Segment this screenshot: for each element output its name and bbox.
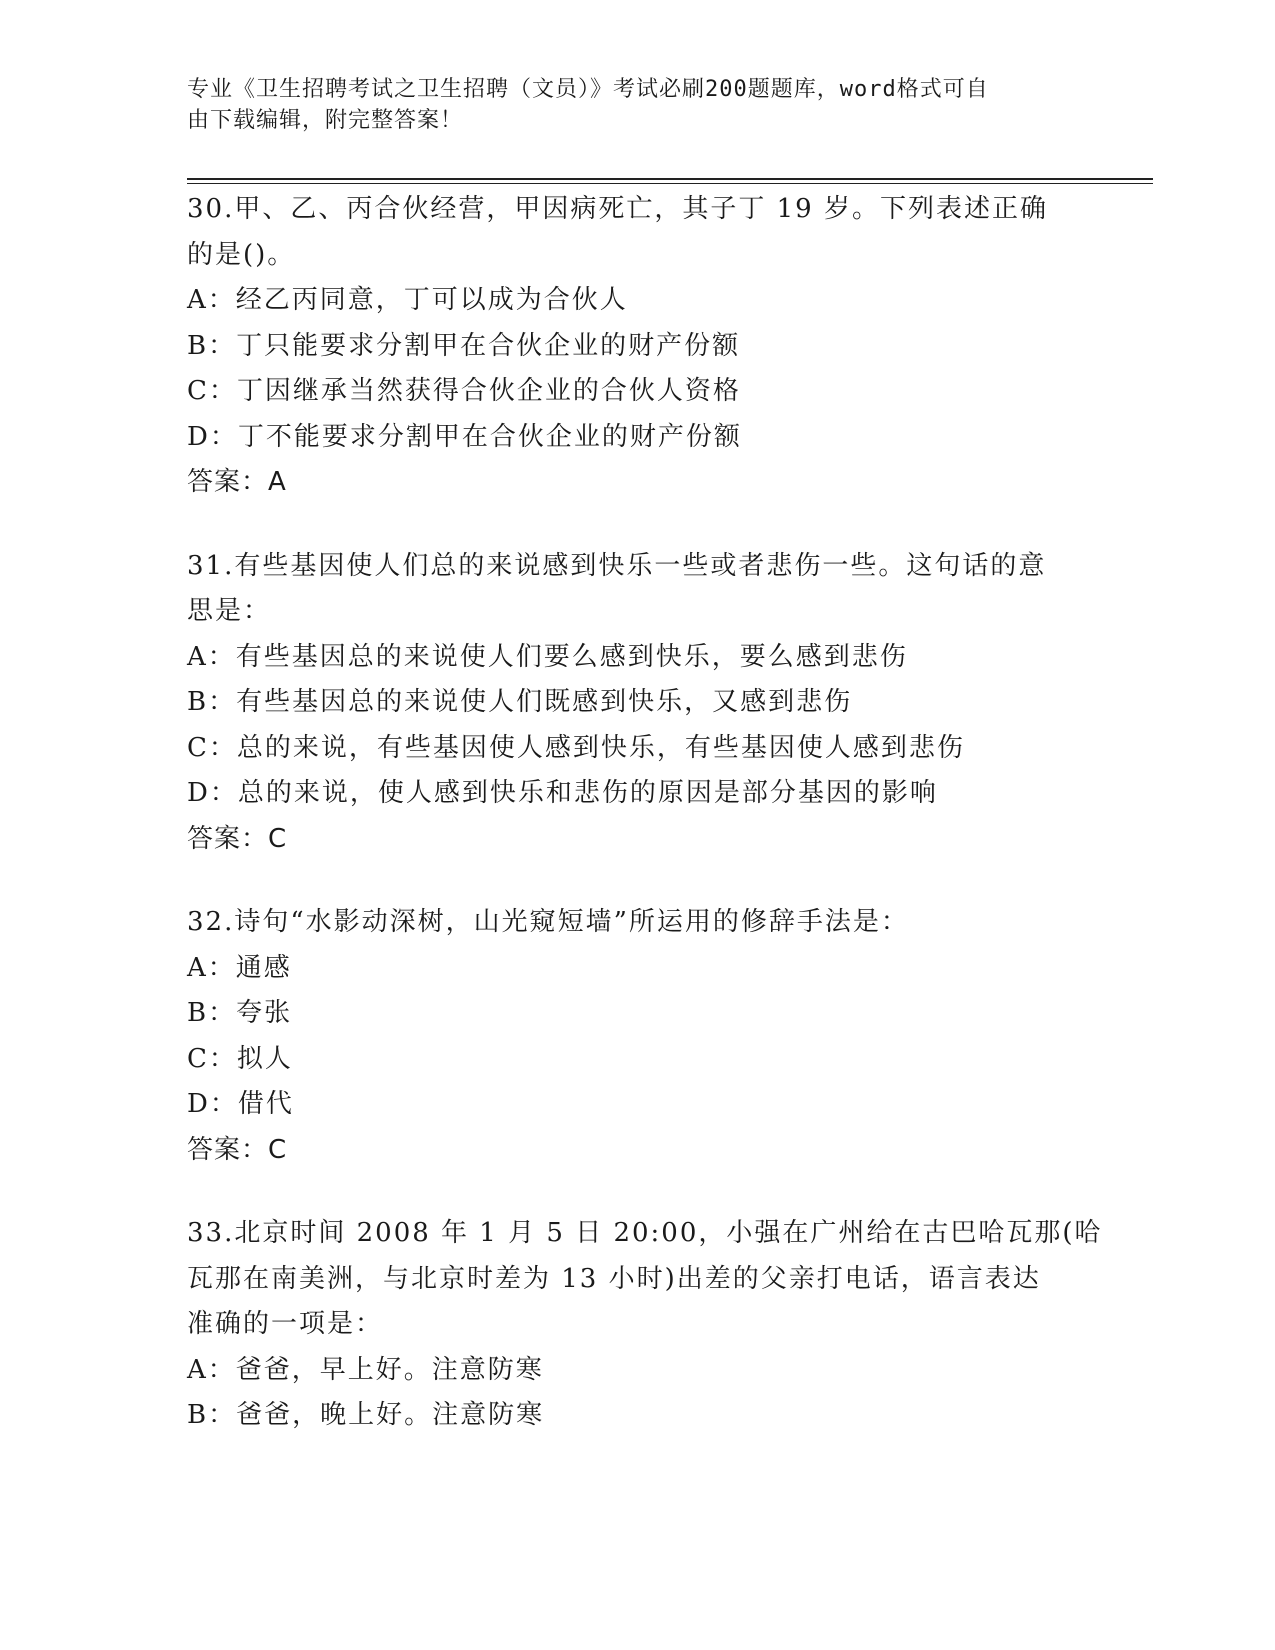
question-31 (187, 544, 1087, 863)
question-stem-line: 思是： (187, 596, 272, 626)
question-stem-line: 准确的一项是： (187, 1309, 384, 1339)
answer-label: 答案：A (187, 467, 287, 497)
header-line-2: 由下载编辑，附完整答案！ (187, 108, 464, 133)
option-a: A：爸爸，早上好。注意防寒 (187, 1354, 544, 1385)
option-c: C：拟人 (187, 1043, 293, 1074)
question-stem-line: 31.有些基因使人们总的来说感到快乐一些或者悲伤一些。这句话的意 (187, 550, 1047, 581)
question-stem-line: 瓦那在南美洲，与北京时差为 13 小时)出差的父亲打电话，语言表达 (187, 1263, 1041, 1294)
question-stem-line: 32.诗句“水影动深树，山光窥短墙”所运用的修辞手法是： (187, 907, 909, 937)
question-32 (187, 900, 1087, 1173)
option-b: B：爸爸，晚上好。注意防寒 (187, 1400, 545, 1430)
answer-label: 答案：C (187, 1134, 288, 1165)
answer-label: 答案：C (187, 823, 288, 854)
header-divider-thin (187, 183, 1153, 184)
question-stem-line: 30.甲、乙、丙合伙经营，甲因病死亡，其子丁 19 岁。下列表述正确 (187, 194, 1048, 224)
option-a: A：通感 (187, 952, 292, 983)
option-a: A：有些基因总的来说使人们要么感到快乐，要么感到悲伤 (187, 641, 908, 672)
option-c: C：丁因继承当然获得合伙企业的合伙人资格 (187, 376, 741, 406)
header-line-1: 专业《卫生招聘考试之卫生招聘（文员）》考试必刷200题题库，word格式可自 (187, 77, 989, 102)
option-b: B：有些基因总的来说使人们既感到快乐，又感到悲伤 (187, 687, 853, 717)
question-stem-line: 的是()。 (187, 239, 296, 270)
option-d: D：借代 (187, 1089, 294, 1119)
question-list (187, 187, 1103, 1477)
question-33 (187, 1211, 1103, 1439)
option-d: D：总的来说，使人感到快乐和悲伤的原因是部分基因的影响 (187, 778, 938, 808)
header-divider-thick (187, 178, 1153, 180)
document-header (187, 74, 1067, 136)
option-c: C：总的来说，有些基因使人感到快乐，有些基因使人感到悲伤 (187, 732, 965, 763)
question-30 (187, 187, 1087, 506)
question-stem-line: 33.北京时间 2008 年 1 月 5 日 20:00，小强在广州给在古巴哈瓦那(哈 (187, 1218, 1103, 1248)
option-a: A：经乙丙同意，丁可以成为合伙人 (187, 285, 628, 315)
option-b: B：夸张 (187, 998, 293, 1028)
option-d: D：丁不能要求分割甲在合伙企业的财产份额 (187, 421, 742, 452)
option-b: B：丁只能要求分割甲在合伙企业的财产份额 (187, 330, 741, 361)
